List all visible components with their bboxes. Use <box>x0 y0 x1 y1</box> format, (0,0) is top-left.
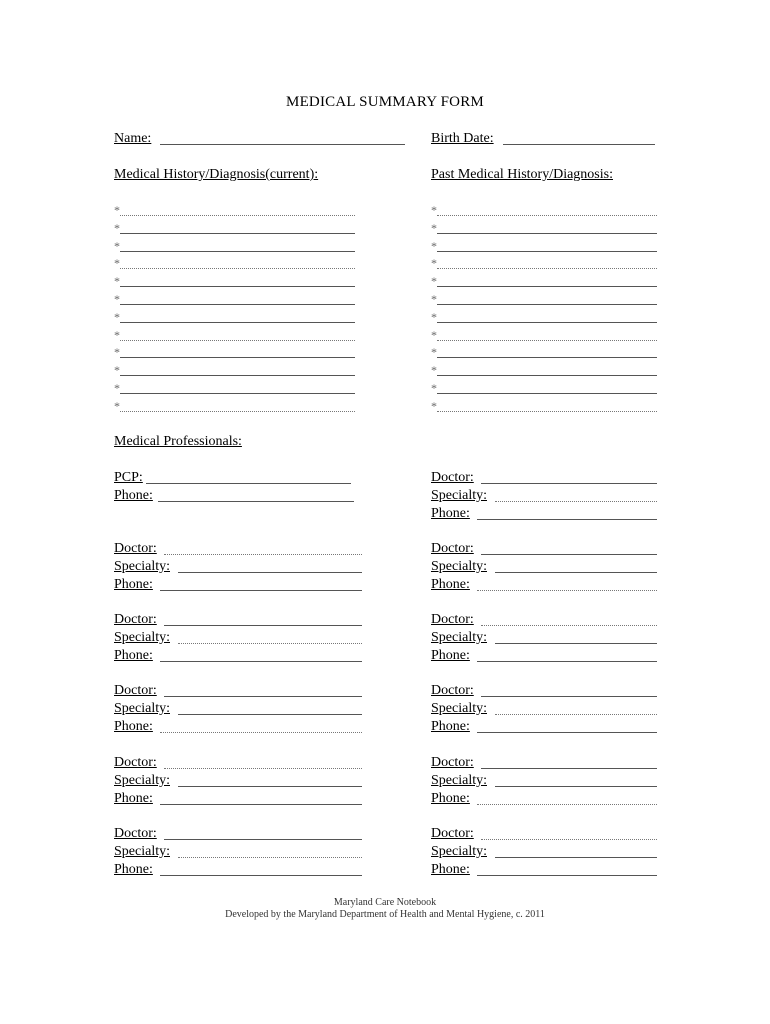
doctor-phone-label: Phone: <box>431 862 470 877</box>
current-history-line[interactable] <box>120 215 355 216</box>
doctor-specialty-label: Specialty: <box>431 559 487 574</box>
current-history-line[interactable] <box>120 357 355 358</box>
past-history-line[interactable] <box>437 268 657 269</box>
current-history-line[interactable] <box>120 251 355 252</box>
current-history-line[interactable] <box>120 286 355 287</box>
doctor-phone-label: Phone: <box>114 648 153 663</box>
doctor-phone-label: Phone: <box>431 791 470 806</box>
current-history-line[interactable] <box>120 268 355 269</box>
doctor-phone-label: Phone: <box>431 577 470 592</box>
doctor-doctor-field[interactable] <box>164 554 362 555</box>
current-history-line[interactable] <box>120 340 355 341</box>
doctor-doctor-field[interactable] <box>481 554 657 555</box>
doctor-doctor-field[interactable] <box>481 696 657 697</box>
doctor-specialty-label: Specialty: <box>114 844 170 859</box>
doctor-phone-label: Phone: <box>431 648 470 663</box>
doctor-specialty-field[interactable] <box>178 714 362 715</box>
doctor-doctor-field[interactable] <box>481 625 657 626</box>
doctor-doctor-field[interactable] <box>164 768 362 769</box>
past-history-bullet: * <box>431 220 437 235</box>
doctor-doctor-label: Doctor: <box>431 470 474 485</box>
doctor-doctor-label: Doctor: <box>114 683 157 698</box>
doctor-phone-label: Phone: <box>114 862 153 877</box>
past-history-line[interactable] <box>437 233 657 234</box>
doctor-doctor-field[interactable] <box>164 839 362 840</box>
doctor-doctor-field[interactable] <box>164 625 362 626</box>
doctor-doctor-label: Doctor: <box>431 541 474 556</box>
doctor-specialty-field[interactable] <box>178 786 362 787</box>
doctor-specialty-label: Specialty: <box>431 773 487 788</box>
page-title: MEDICAL SUMMARY FORM <box>286 94 484 110</box>
doctor-phone-label: Phone: <box>431 719 470 734</box>
doctor-specialty-field[interactable] <box>178 572 362 573</box>
past-history-bullet: * <box>431 203 437 217</box>
current-history-bullet: * <box>114 381 120 395</box>
birth-date-label: Birth Date: <box>431 131 494 146</box>
doctor-doctor-field[interactable] <box>481 768 657 769</box>
past-history-bullet: * <box>431 292 437 306</box>
doctor-phone-field[interactable] <box>160 732 362 733</box>
doctor-specialty-label: Specialty: <box>114 630 170 645</box>
current-history-line[interactable] <box>120 322 355 323</box>
doctor-phone-field[interactable] <box>160 875 362 876</box>
doctor-doctor-label: Doctor: <box>114 541 157 556</box>
doctor-specialty-label: Specialty: <box>431 488 487 503</box>
doctor-phone-label: Phone: <box>114 577 153 592</box>
doctor-phone-field[interactable] <box>160 661 362 662</box>
doctor-phone-label: Phone: <box>114 791 153 806</box>
doctor-phone-field[interactable] <box>160 590 362 591</box>
doctor-doctor-label: Doctor: <box>431 826 474 841</box>
doctor-phone-field[interactable] <box>477 590 657 591</box>
past-history-bullet: * <box>431 381 437 395</box>
past-history-line[interactable] <box>437 375 657 376</box>
doctor-phone-field[interactable] <box>477 875 657 876</box>
current-history-bullet: * <box>114 220 120 235</box>
past-history-bullet: * <box>431 256 437 271</box>
doctor-specialty-field[interactable] <box>495 786 657 787</box>
medical-professionals-heading: Medical Professionals: <box>114 434 242 449</box>
past-history-line[interactable] <box>437 411 657 412</box>
past-history-line[interactable] <box>437 251 657 252</box>
doctor-specialty-label: Specialty: <box>114 773 170 788</box>
doctor-specialty-field[interactable] <box>495 643 657 644</box>
doctor-phone-label: Phone: <box>114 719 153 734</box>
doctor-specialty-label: Specialty: <box>431 844 487 859</box>
current-history-bullet: * <box>114 363 120 378</box>
current-history-line[interactable] <box>120 411 355 412</box>
past-history-line[interactable] <box>437 286 657 287</box>
footer-notebook-title: Maryland Care Notebook <box>333 897 437 908</box>
doctor-phone-field[interactable] <box>477 519 657 520</box>
past-history-line[interactable] <box>437 322 657 323</box>
current-history-bullet: * <box>114 256 120 271</box>
past-history-line[interactable] <box>437 215 657 216</box>
past-history-bullet: * <box>431 309 437 324</box>
current-history-line[interactable] <box>120 304 355 305</box>
current-history-line[interactable] <box>120 393 355 394</box>
past-history-bullet: * <box>431 327 437 342</box>
doctor-doctor-label: Doctor: <box>114 755 157 770</box>
past-history-line[interactable] <box>437 304 657 305</box>
pcp-phone-field[interactable] <box>158 501 354 502</box>
doctor-specialty-field[interactable] <box>495 857 657 858</box>
current-history-bullet: * <box>114 398 120 413</box>
doctor-specialty-field[interactable] <box>178 857 362 858</box>
doctor-doctor-field[interactable] <box>164 696 362 697</box>
past-history-line[interactable] <box>437 340 657 341</box>
doctor-specialty-field[interactable] <box>495 501 657 502</box>
past-history-bullet: * <box>431 274 437 289</box>
current-history-line[interactable] <box>120 233 355 234</box>
footer-credit: Developed by the Maryland Department of Health and Mental Hygiene, c. 2011 <box>225 909 545 920</box>
doctor-specialty-label: Specialty: <box>431 630 487 645</box>
doctor-phone-field[interactable] <box>477 804 657 805</box>
doctor-specialty-label: Specialty: <box>114 701 170 716</box>
pcp-field[interactable] <box>146 483 351 484</box>
doctor-doctor-field[interactable] <box>481 839 657 840</box>
past-history-bullet: * <box>431 398 437 413</box>
current-history-bullet: * <box>114 327 120 342</box>
doctor-doctor-label: Doctor: <box>431 612 474 627</box>
past-history-bullet: * <box>431 345 437 360</box>
pcp-phone-label: Phone: <box>114 488 153 503</box>
current-history-bullet: * <box>114 309 120 324</box>
current-history-bullet: * <box>114 345 120 360</box>
past-history-label: Past Medical History/Diagnosis: <box>431 167 613 182</box>
doctor-doctor-field[interactable] <box>481 483 657 484</box>
past-history-bullet: * <box>431 238 437 253</box>
doctor-specialty-field[interactable] <box>495 572 657 573</box>
doctor-specialty-field[interactable] <box>178 643 362 644</box>
current-history-label: Medical History/Diagnosis(current): <box>114 167 319 182</box>
doctor-doctor-label: Doctor: <box>114 826 157 841</box>
past-history-line[interactable] <box>437 357 657 358</box>
past-history-bullet: * <box>431 363 437 378</box>
doctor-doctor-label: Doctor: <box>431 755 474 770</box>
doctor-doctor-label: Doctor: <box>431 683 474 698</box>
doctor-phone-field[interactable] <box>477 661 657 662</box>
doctor-doctor-label: Doctor: <box>114 612 157 627</box>
current-history-bullet: * <box>114 274 120 289</box>
current-history-bullet: * <box>114 238 120 253</box>
current-history-bullet: * <box>114 203 120 217</box>
past-history-line[interactable] <box>437 393 657 394</box>
doctor-phone-field[interactable] <box>160 804 362 805</box>
pcp-label: PCP: <box>114 470 143 485</box>
doctor-phone-label: Phone: <box>431 506 470 521</box>
name-label: Name: <box>114 131 152 146</box>
name-field[interactable] <box>160 144 405 145</box>
doctor-phone-field[interactable] <box>477 732 657 733</box>
birth-date-field[interactable] <box>503 144 655 145</box>
doctor-specialty-label: Specialty: <box>431 701 487 716</box>
doctor-specialty-label: Specialty: <box>114 559 170 574</box>
current-history-line[interactable] <box>120 375 355 376</box>
current-history-bullet: * <box>114 292 120 306</box>
doctor-specialty-field[interactable] <box>495 714 657 715</box>
